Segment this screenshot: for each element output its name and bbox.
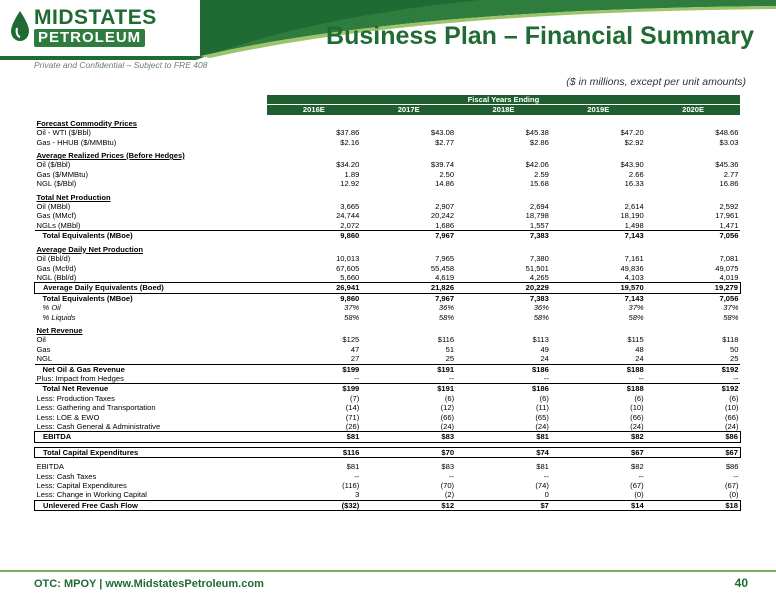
table-row — [35, 128, 741, 137]
table-cell: $14 — [551, 500, 646, 510]
table-cell: (10) — [630, 403, 644, 413]
table-cell: 7,143 — [551, 231, 646, 241]
year-header: 2019E — [551, 105, 646, 115]
table-cell: 51 — [445, 344, 455, 354]
table-cell — [456, 151, 551, 160]
table-cell: (66) — [440, 412, 455, 422]
table-cell: 2.77 — [723, 169, 739, 179]
table-cell: 37% — [723, 303, 739, 313]
table-cell — [646, 245, 741, 254]
table-cell: (6) — [729, 393, 739, 403]
table-cell: (70) — [440, 481, 455, 491]
table-cell: 49,836 — [620, 263, 644, 273]
table-cell: 1,686 — [435, 220, 455, 230]
table-cell: $191 — [361, 384, 456, 394]
row-label: Oil (Bbl/d) — [36, 254, 71, 264]
row-label: NGL ($/Bbl) — [36, 179, 77, 189]
row-label: Unlevered Free Cash Flow — [35, 500, 267, 510]
table-cell: $86 — [646, 432, 741, 442]
table-row — [35, 221, 741, 231]
table-cell: 4,019 — [719, 272, 739, 282]
table-cell: 12.92 — [340, 179, 360, 189]
year-header: 2020E — [646, 105, 741, 115]
row-label: Net Revenue — [36, 325, 83, 335]
table-row — [35, 264, 741, 273]
table-cell: $43.90 — [620, 160, 644, 170]
financial-summary-table — [34, 95, 740, 511]
table-cell: $48.66 — [715, 128, 739, 138]
table-cell: (24) — [724, 422, 739, 431]
table-row — [35, 231, 741, 241]
table-cell: 1,557 — [529, 220, 549, 230]
table-cell: 49,075 — [715, 263, 739, 273]
table-cell: (71) — [345, 412, 360, 422]
table-cell — [267, 326, 362, 335]
table-cell: (10) — [724, 403, 739, 413]
table-cell: -- — [449, 373, 455, 383]
table-cell: $81 — [346, 462, 360, 472]
table-cell: 27 — [350, 354, 360, 364]
row-label: Oil — [36, 335, 46, 345]
section-header-row — [35, 151, 741, 160]
table-cell — [646, 119, 741, 128]
table-cell: 24 — [540, 354, 549, 364]
table-cell — [551, 326, 646, 335]
table-cell: $199 — [267, 364, 362, 374]
year-header: 2016E — [267, 105, 362, 115]
table-cell: 7,143 — [624, 293, 644, 303]
table-cell: $113 — [532, 335, 549, 345]
table-cell: 20,242 — [430, 211, 455, 221]
table-cell: 49 — [540, 344, 549, 354]
row-label: Less: Cash Taxes — [36, 471, 97, 481]
table-cell: $81 — [267, 432, 362, 442]
table-row — [35, 138, 741, 147]
table-cell — [646, 326, 741, 335]
table-cell — [551, 193, 646, 202]
row-label: Less: Gathering and Transportation — [36, 403, 156, 413]
table-cell: 2,592 — [719, 202, 739, 212]
table-cell: (65) — [535, 412, 549, 422]
table-cell: 19,279 — [646, 283, 741, 293]
table-row — [35, 160, 741, 169]
table-cell: 67,605 — [336, 263, 360, 273]
table-cell: $67 — [646, 447, 741, 457]
table-cell: $70 — [361, 447, 456, 457]
table-cell: (74) — [535, 481, 549, 491]
table-cell: $83 — [441, 462, 455, 472]
table-cell: (2) — [444, 490, 455, 500]
row-label: Less: Production Taxes — [36, 393, 115, 403]
table-cell: 7,380 — [529, 254, 549, 264]
table-cell: 25 — [445, 354, 455, 364]
table-cell: $81 — [536, 462, 549, 472]
fiscal-years-header: Fiscal Years Ending — [267, 95, 741, 105]
row-label: Gas (MMcf) — [36, 211, 77, 221]
table-cell: 2,694 — [529, 202, 549, 212]
table-row — [35, 394, 741, 403]
row-label: Net Oil & Gas Revenue — [35, 364, 267, 374]
table-cell: 36% — [533, 303, 549, 313]
table-cell: 58% — [438, 312, 455, 322]
table-cell — [551, 151, 646, 160]
table-cell: $37.86 — [336, 128, 360, 138]
table-cell: 19,570 — [551, 283, 646, 293]
table-cell: (14) — [345, 403, 360, 413]
row-label: Gas — [36, 344, 51, 354]
row-label: Oil - WTI ($/Bbl) — [36, 128, 91, 138]
table-cell: $82 — [551, 432, 646, 442]
table-cell: 7,056 — [719, 293, 739, 303]
table-cell — [267, 151, 362, 160]
section-header-row — [35, 193, 741, 202]
website-link[interactable]: www.MidstatesPetroleum.com — [105, 578, 264, 590]
table-row — [35, 211, 741, 220]
oil-drop-icon — [8, 10, 32, 42]
table-cell — [361, 193, 456, 202]
row-label: Total Net Production — [36, 192, 111, 202]
footer-contact — [34, 578, 264, 590]
table-cell: 1,471 — [719, 220, 739, 230]
table-cell: $45.38 — [525, 128, 549, 138]
table-cell: 58% — [723, 312, 739, 322]
table-cell — [646, 193, 741, 202]
table-cell: 7,967 — [435, 293, 455, 303]
footer-divider — [0, 570, 776, 572]
table-row — [35, 481, 741, 490]
table-cell: (24) — [535, 422, 549, 431]
table-cell: $186 — [456, 364, 551, 374]
table-cell: $188 — [551, 364, 646, 374]
table-cell: $115 — [627, 335, 644, 345]
table-cell — [361, 151, 456, 160]
section-header-row — [35, 119, 741, 128]
table-cell: 20,229 — [456, 283, 551, 293]
table-cell: $7 — [456, 500, 551, 510]
table-cell: $74 — [456, 447, 551, 457]
row-label: Average Realized Prices (Before Hedges) — [36, 151, 185, 161]
table-cell: -- — [733, 373, 739, 383]
table-cell: (116) — [342, 481, 360, 491]
table-row — [35, 335, 741, 344]
table-cell: $116 — [267, 447, 362, 457]
table-cell: 7,056 — [646, 231, 741, 241]
row-label: Total Net Revenue — [35, 384, 267, 394]
table-cell: $2.92 — [624, 137, 644, 147]
table-cell: (12) — [440, 403, 455, 413]
table-cell: 10,013 — [336, 254, 360, 264]
row-label: EBITDA — [36, 462, 64, 472]
table-cell: 25 — [730, 354, 739, 364]
table-cell: $45.36 — [715, 160, 739, 170]
table-cell: 58% — [344, 312, 360, 322]
table-cell: 17,961 — [715, 211, 739, 221]
table-cell: 21,826 — [361, 283, 456, 293]
table-cell: $67 — [551, 447, 646, 457]
page-number: 40 — [734, 576, 748, 590]
table-cell: $192 — [646, 364, 741, 374]
table-cell: 55,458 — [430, 263, 455, 273]
section-header-row — [35, 326, 741, 335]
table-cell: 15.68 — [529, 179, 549, 189]
table-row — [35, 490, 741, 500]
table-cell: 9,860 — [267, 231, 362, 241]
table-cell: 37% — [344, 303, 360, 313]
year-header-row — [35, 105, 741, 115]
table-cell: 16.33 — [624, 179, 644, 189]
table-cell: 5,660 — [340, 272, 360, 282]
table-cell: 1,498 — [624, 220, 644, 230]
table-cell — [456, 245, 551, 254]
table-cell: $42.06 — [525, 160, 549, 170]
table-cell: $2.16 — [340, 137, 360, 147]
table-cell: $118 — [722, 335, 739, 345]
table-cell: 2,907 — [435, 202, 455, 212]
table-row — [35, 254, 741, 263]
table-cell: $81 — [456, 432, 551, 442]
fiscal-header-row — [35, 95, 741, 105]
table-cell — [456, 326, 551, 335]
table-cell: (24) — [440, 422, 455, 431]
table-cell: 14.86 — [435, 179, 455, 189]
table-cell: (66) — [724, 412, 739, 422]
table-cell: 9,860 — [340, 293, 360, 303]
table-cell: ($32) — [267, 500, 362, 510]
table-cell: $199 — [267, 384, 362, 394]
table-row — [35, 500, 741, 510]
table-cell: 50 — [730, 344, 739, 354]
table-cell: -- — [638, 373, 644, 383]
table-cell: (26) — [345, 422, 360, 431]
table-cell — [361, 326, 456, 335]
row-label: Gas - HHUB ($/MMBtu) — [36, 137, 117, 147]
table-cell: 36% — [438, 303, 455, 313]
table-cell: $192 — [646, 384, 741, 394]
table-cell: 3 — [355, 490, 360, 500]
logo-text-midstates: MIDSTATES — [34, 6, 157, 29]
table-cell: -- — [449, 471, 455, 481]
table-cell: 37% — [628, 303, 644, 313]
table-row — [35, 273, 741, 283]
table-cell: $186 — [456, 384, 551, 394]
table-cell — [267, 193, 362, 202]
table-cell: $2.86 — [529, 137, 549, 147]
row-label: Average Daily Equivalents (Boed) — [35, 283, 267, 293]
table-cell: 2.66 — [628, 169, 644, 179]
row-label: Less: LOE & EWO — [36, 412, 100, 422]
table-cell: $86 — [725, 462, 739, 472]
table-cell: (6) — [444, 393, 455, 403]
row-label: NGL (Bbl/d) — [36, 272, 77, 282]
year-header: 2018E — [456, 105, 551, 115]
table-cell: 0 — [544, 490, 549, 500]
table-row — [35, 202, 741, 211]
page-title: Business Plan – Financial Summary — [326, 22, 754, 50]
row-label: Total Capital Expenditures — [35, 447, 267, 457]
table-cell: 26,941 — [267, 283, 362, 293]
row-label: NGL — [36, 354, 53, 364]
table-row — [35, 283, 741, 293]
table-cell: -- — [543, 471, 549, 481]
row-label: Gas (Mcf/d) — [36, 263, 77, 273]
table-row — [35, 354, 741, 364]
table-cell: 48 — [635, 344, 644, 354]
table-row — [35, 472, 741, 481]
table-row — [35, 447, 741, 457]
table-row — [35, 293, 741, 303]
table-cell: 7,967 — [361, 231, 456, 241]
table-cell: 7,965 — [435, 254, 455, 264]
table-cell: $83 — [361, 432, 456, 442]
table-cell: -- — [543, 373, 549, 383]
table-cell: (66) — [630, 412, 644, 422]
table-cell: $39.74 — [430, 160, 455, 170]
section-header-row — [35, 245, 741, 254]
table-cell: 18,798 — [525, 211, 549, 221]
row-label: Plus: Impact from Hedges — [36, 373, 124, 383]
table-cell: $82 — [631, 462, 644, 472]
table-row — [35, 170, 741, 179]
row-label: Average Daily Net Production — [36, 244, 143, 254]
table-cell — [267, 119, 362, 128]
table-row — [35, 345, 741, 354]
table-row — [35, 422, 741, 432]
table-cell: (6) — [539, 393, 549, 403]
table-cell: $34.20 — [336, 160, 360, 170]
table-cell: 7,383 — [529, 293, 549, 303]
table-row — [35, 432, 741, 442]
row-label: Less: Cash General & Administrative — [36, 422, 161, 431]
table-cell: -- — [733, 471, 739, 481]
table-cell — [456, 119, 551, 128]
table-cell — [361, 245, 456, 254]
table-cell: 58% — [533, 312, 549, 322]
table-cell: (67) — [630, 481, 644, 491]
row-label: Forecast Commodity Prices — [36, 118, 137, 128]
table-row — [35, 364, 741, 374]
table-cell: $125 — [342, 335, 360, 345]
table-row — [35, 462, 741, 471]
table-cell: 2.50 — [439, 169, 455, 179]
table-row — [35, 374, 741, 384]
company-logo — [6, 4, 192, 54]
table-cell: $188 — [551, 384, 646, 394]
table-cell: 18,190 — [620, 211, 644, 221]
table-cell: 58% — [628, 312, 644, 322]
table-cell: 2.59 — [534, 169, 549, 179]
table-row — [35, 179, 741, 188]
table-cell: $47.20 — [620, 128, 644, 138]
table-cell: 7,161 — [624, 254, 644, 264]
confidential-note: Private and Confidential – Subject to FRE 408 — [34, 60, 208, 70]
table-row — [35, 384, 741, 394]
table-cell: 16.86 — [719, 179, 739, 189]
table-cell: 4,619 — [435, 272, 455, 282]
row-label: Less: Change in Working Capital — [36, 490, 147, 500]
table-cell: 4,103 — [624, 272, 644, 282]
table-cell: 1.89 — [344, 169, 360, 179]
units-note: ($ in millions, except per unit amounts) — [566, 76, 746, 88]
row-label: Less: Capital Expenditures — [36, 481, 127, 491]
table-cell: 24,744 — [336, 211, 360, 221]
table-cell — [551, 245, 646, 254]
ticker-symbol: OTC: MPOY — [34, 578, 97, 590]
row-label: NGLs (MBbl) — [36, 220, 81, 230]
table-cell: 2,072 — [340, 220, 360, 230]
table-cell: (24) — [630, 422, 644, 431]
table-cell: 7,081 — [719, 254, 739, 264]
table-cell — [361, 119, 456, 128]
row-label: Oil ($/Bbl) — [36, 160, 71, 170]
row-label: Total Equivalents (MBoe) — [42, 293, 133, 303]
row-label: % Oil — [42, 303, 61, 313]
table-cell — [456, 193, 551, 202]
table-cell — [551, 119, 646, 128]
table-cell: 7,383 — [456, 231, 551, 241]
table-cell: (67) — [724, 481, 739, 491]
row-label: % Liquids — [42, 312, 76, 322]
table-row — [35, 413, 741, 422]
table-cell: (7) — [350, 393, 360, 403]
table-cell: (0) — [729, 490, 739, 500]
table-cell: $3.03 — [719, 137, 739, 147]
footer-separator: | — [99, 578, 103, 590]
table-cell: $116 — [437, 335, 455, 345]
year-header: 2017E — [361, 105, 456, 115]
table-cell: (0) — [634, 490, 644, 500]
table-cell: $18 — [646, 500, 741, 510]
table-cell: 51,501 — [525, 263, 549, 273]
table-cell: (11) — [535, 403, 549, 413]
logo-text-petroleum: PETROLEUM — [34, 29, 145, 47]
row-label: Total Equivalents (MBoe) — [35, 231, 267, 241]
table-cell — [646, 151, 741, 160]
table-cell: (6) — [634, 393, 644, 403]
table-row — [35, 403, 741, 412]
table-cell: $43.08 — [430, 128, 455, 138]
table-cell: 2,614 — [624, 202, 644, 212]
table-row — [35, 313, 741, 322]
table-cell: $2.77 — [435, 137, 455, 147]
table-cell: -- — [354, 471, 360, 481]
row-label: Gas ($/MMBtu) — [36, 169, 88, 179]
row-label: Oil (MBbl) — [36, 202, 71, 212]
row-label: EBITDA — [35, 432, 267, 442]
table-cell: -- — [354, 373, 360, 383]
table-cell: -- — [638, 471, 644, 481]
table-cell: $12 — [361, 500, 456, 510]
table-row — [35, 303, 741, 312]
table-cell — [267, 245, 362, 254]
table-cell: 3,665 — [340, 202, 360, 212]
table-cell: 47 — [350, 344, 360, 354]
table-cell: 24 — [635, 354, 644, 364]
table-cell: 4,265 — [529, 272, 549, 282]
table-cell: $191 — [361, 364, 456, 374]
